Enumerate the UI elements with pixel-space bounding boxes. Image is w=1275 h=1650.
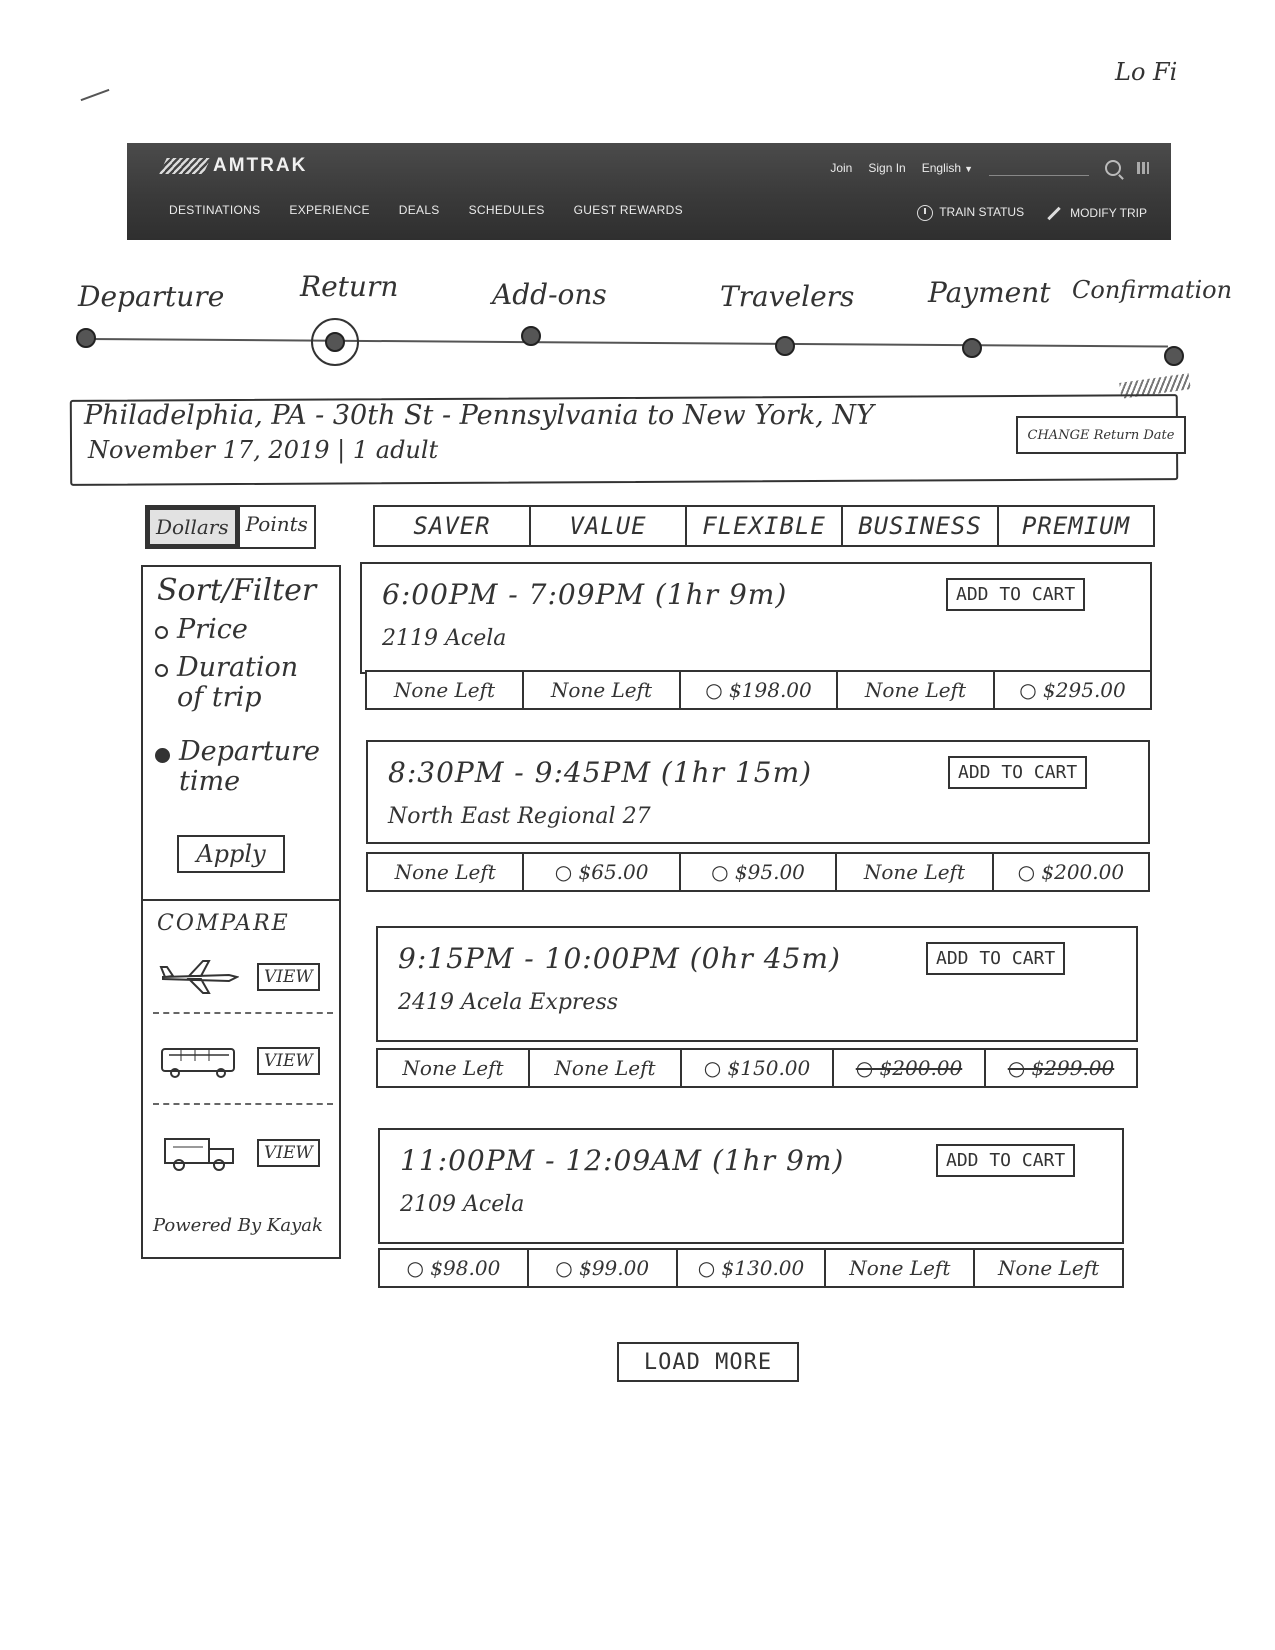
- load-more-button[interactable]: LOAD MORE: [617, 1342, 799, 1382]
- train-name: North East Regional 27: [388, 804, 651, 829]
- lofi-note: Lo Fi: [1115, 58, 1178, 86]
- step-dot-return: [325, 332, 345, 352]
- fare-cell-flexible[interactable]: ○ $150.00: [682, 1050, 834, 1086]
- tab-flexible[interactable]: FLEXIBLE: [687, 507, 843, 545]
- nav-deals[interactable]: DEALS: [398, 203, 440, 217]
- step-travelers[interactable]: Travelers: [720, 280, 855, 313]
- compare-title: COMPARE: [157, 911, 290, 936]
- nav-experience[interactable]: EXPERIENCE: [289, 203, 370, 217]
- site-header: [127, 143, 1171, 240]
- apply-button[interactable]: Apply: [177, 835, 285, 873]
- utility-bar: [830, 159, 1149, 176]
- sort-option-label: Duration of trip: [177, 652, 299, 713]
- compare-row-bus: [159, 1043, 320, 1079]
- car-icon: [159, 1133, 239, 1173]
- nav-destinations[interactable]: DESTINATIONS: [169, 203, 261, 217]
- fare-cell-value[interactable]: ○ $99.00: [529, 1250, 678, 1286]
- add-to-cart-button[interactable]: ADD TO CART: [946, 578, 1085, 611]
- view-car-button[interactable]: VIEW: [257, 1139, 320, 1167]
- plane-icon: [159, 959, 239, 995]
- fare-cell-business: None Left: [838, 672, 995, 708]
- step-dot-payment: [962, 338, 982, 358]
- step-payment[interactable]: Payment: [928, 276, 1051, 309]
- sign-in-link[interactable]: Sign In: [868, 160, 906, 175]
- tab-business[interactable]: BUSINESS: [843, 507, 999, 545]
- fare-cell-flexible[interactable]: ○ $95.00: [681, 854, 837, 890]
- join-link[interactable]: Join: [830, 160, 853, 175]
- step-return[interactable]: Return: [300, 270, 399, 303]
- trip-card[interactable]: [360, 562, 1152, 674]
- fare-cell-business: None Left: [837, 854, 993, 890]
- modify-trip-link[interactable]: [1046, 206, 1147, 220]
- view-flights-button[interactable]: VIEW: [257, 963, 320, 991]
- radio-departure-selected[interactable]: [155, 748, 170, 763]
- train-name: 2419 Acela Express: [398, 990, 619, 1015]
- trip-card[interactable]: [376, 926, 1138, 1042]
- sort-option-label: Departure time: [179, 736, 321, 797]
- pencil-icon: [1047, 207, 1060, 220]
- view-bus-button[interactable]: VIEW: [257, 1047, 320, 1075]
- train-status-link[interactable]: [917, 205, 1024, 221]
- trip-times: 9:15PM - 10:00PM (0hr 45m): [398, 942, 841, 975]
- language-select[interactable]: [922, 161, 973, 175]
- step-confirmation[interactable]: Confirmation: [1072, 276, 1233, 304]
- trip-times: 6:00PM - 7:09PM (1hr 9m): [382, 578, 788, 611]
- clock-icon: [917, 205, 933, 221]
- fare-cell-premium: ○ $299.00: [1007, 1056, 1115, 1080]
- fare-cell-business: ○ $200.00: [834, 1050, 986, 1086]
- bus-icon: [159, 1043, 239, 1079]
- trip-card[interactable]: [366, 740, 1150, 844]
- fare-cell-premium[interactable]: ○ $200.00: [1017, 860, 1125, 884]
- search-icon[interactable]: [1105, 160, 1121, 176]
- sidebar-divider: [143, 899, 339, 901]
- logo-text: AMTRAK: [213, 155, 308, 176]
- amtrak-logo-icon: [159, 158, 210, 174]
- compare-row-plane: [159, 959, 320, 995]
- nav-schedules[interactable]: SCHEDULES: [468, 203, 545, 217]
- fare-cell-flexible[interactable]: ○ $130.00: [678, 1250, 827, 1286]
- currency-toggle: [145, 505, 316, 549]
- search-input[interactable]: [989, 159, 1089, 176]
- powered-by-kayak: Powered By Kayak: [153, 1215, 323, 1236]
- fare-cell-flexible[interactable]: ○ $198.00: [681, 672, 838, 708]
- tab-value[interactable]: VALUE: [531, 507, 687, 545]
- pen-stroke: [81, 89, 110, 101]
- fare-class-tabs: [373, 505, 1155, 547]
- sort-option-price[interactable]: [155, 615, 248, 645]
- trip-times: 11:00PM - 12:09AM (1hr 9m): [400, 1144, 845, 1177]
- chevron-down-icon: ▼: [964, 163, 973, 174]
- fare-row: [376, 1048, 1138, 1088]
- trip-route: Philadelphia, PA - 30th St - Pennsylvania to New York, NY: [84, 400, 874, 431]
- fare-cell-premium: None Left: [998, 1256, 1100, 1280]
- points-toggle[interactable]: Points: [238, 507, 314, 547]
- change-return-date-button[interactable]: CHANGE Return Date: [1016, 416, 1186, 454]
- tab-premium[interactable]: PREMIUM: [1021, 512, 1131, 540]
- dollars-toggle[interactable]: Dollars: [147, 507, 238, 547]
- sort-option-duration[interactable]: [155, 653, 325, 713]
- fare-cell-premium[interactable]: ○ $295.00: [1019, 678, 1126, 702]
- radio-price[interactable]: [155, 626, 168, 639]
- sort-filter-title: Sort/Filter: [157, 573, 317, 608]
- add-to-cart-button[interactable]: ADD TO CART: [926, 942, 1065, 975]
- fare-row: [366, 852, 1150, 892]
- modify-trip-label: MODIFY TRIP: [1070, 206, 1147, 220]
- dashed-divider: [153, 1103, 333, 1105]
- fare-cell-value: None Left: [530, 1050, 682, 1086]
- add-to-cart-button[interactable]: ADD TO CART: [948, 756, 1087, 789]
- fare-cell-business: None Left: [826, 1250, 975, 1286]
- tab-saver[interactable]: SAVER: [375, 507, 531, 545]
- step-dot-add-ons: [521, 326, 541, 346]
- main-nav: [169, 203, 683, 217]
- fare-cell-value[interactable]: ○ $65.00: [524, 854, 680, 890]
- trip-card[interactable]: [378, 1128, 1124, 1244]
- step-dot-confirmation: [1164, 346, 1184, 366]
- nav-guest-rewards[interactable]: GUEST REWARDS: [573, 203, 683, 217]
- fare-row: [378, 1248, 1124, 1288]
- dashed-divider: [153, 1012, 333, 1014]
- step-dot-departure: [76, 328, 96, 348]
- language-label: English: [921, 160, 962, 175]
- fare-cell-saver: None Left: [378, 1050, 530, 1086]
- trip-date: November 17, 2019 | 1 adult: [88, 436, 439, 464]
- header-actions: [917, 205, 1147, 221]
- train-status-label: TRAIN STATUS: [939, 205, 1025, 220]
- fare-cell-saver[interactable]: ○ $98.00: [380, 1250, 529, 1286]
- trip-times: 8:30PM - 9:45PM (1hr 15m): [388, 756, 813, 789]
- fare-row: [365, 670, 1152, 710]
- compare-row-car: [159, 1133, 320, 1173]
- fare-cell-saver: None Left: [368, 854, 524, 890]
- step-add-ons[interactable]: Add-ons: [492, 278, 607, 311]
- fare-cell-value: None Left: [524, 672, 681, 708]
- filter-sidebar: [141, 565, 341, 1259]
- step-dot-travelers: [775, 336, 795, 356]
- progress-track: [86, 338, 1168, 348]
- radio-duration[interactable]: [155, 664, 168, 677]
- sort-option-label: Price: [177, 614, 248, 645]
- step-departure[interactable]: Departure: [78, 280, 225, 313]
- train-name: 2119 Acela: [382, 626, 507, 651]
- train-name: 2109 Acela: [400, 1192, 525, 1217]
- add-to-cart-button[interactable]: ADD TO CART: [936, 1144, 1075, 1177]
- grid-icon[interactable]: [1137, 162, 1149, 174]
- fare-cell-saver: None Left: [367, 672, 524, 708]
- amtrak-logo[interactable]: [163, 155, 307, 177]
- sort-option-departure[interactable]: [155, 737, 325, 797]
